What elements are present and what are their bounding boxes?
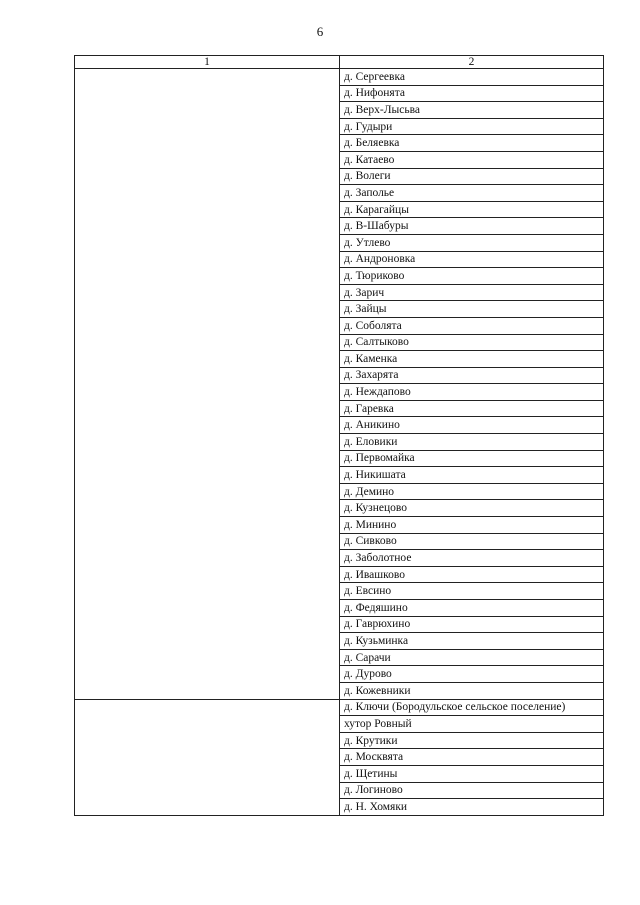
settlement-cell: д. Соболята bbox=[340, 317, 604, 334]
settlement-cell: д. Еловики bbox=[340, 434, 604, 451]
settlement-cell: д. Федяшино bbox=[340, 600, 604, 617]
table-header-row bbox=[75, 56, 604, 69]
settlement-cell: д. Нифонята bbox=[340, 85, 604, 102]
settlement-cell: д. Сергеевка bbox=[340, 69, 604, 86]
settlement-cell: д. Аникино bbox=[340, 417, 604, 434]
settlement-cell: д. Утлево bbox=[340, 234, 604, 251]
settlement-cell: д. Тюриково bbox=[340, 268, 604, 285]
settlement-cell: д. Н. Хомяки bbox=[340, 799, 604, 816]
settlement-cell: д. Волеги bbox=[340, 168, 604, 185]
settlement-cell: д. Демино bbox=[340, 483, 604, 500]
settlement-cell: хутор Ровный bbox=[340, 716, 604, 733]
settlements-table bbox=[74, 55, 604, 816]
settlement-cell: д. Каменка bbox=[340, 351, 604, 368]
settlement-cell: д. Москвята bbox=[340, 749, 604, 766]
settlement-cell: д. Беляевка bbox=[340, 135, 604, 152]
column-header-1: 1 bbox=[75, 56, 340, 69]
settlement-cell: д. Щетины bbox=[340, 765, 604, 782]
table-row bbox=[75, 69, 604, 86]
settlement-cell: д. Никишата bbox=[340, 467, 604, 484]
settlement-cell: д. Минино bbox=[340, 517, 604, 534]
settlement-cell: д. Гаврюхино bbox=[340, 616, 604, 633]
page-number: 6 bbox=[316, 24, 324, 39]
settlement-cell: д. Неждапово bbox=[340, 384, 604, 401]
settlement-cell: д. Кузьминка bbox=[340, 633, 604, 650]
settlement-cell: д. Карагайцы bbox=[340, 201, 604, 218]
settlement-cell: д. Гудыри bbox=[340, 118, 604, 135]
settlement-cell: д. Зарич bbox=[340, 284, 604, 301]
settlement-cell: д. Заполье bbox=[340, 185, 604, 202]
table-body bbox=[75, 69, 604, 816]
group-cell-1 bbox=[75, 69, 340, 700]
table-row bbox=[75, 699, 604, 716]
settlement-cell: д. Крутики bbox=[340, 732, 604, 749]
settlement-cell: д. Евсино bbox=[340, 583, 604, 600]
settlement-cell: д. Кузнецово bbox=[340, 500, 604, 517]
settlement-cell: д. Катаево bbox=[340, 151, 604, 168]
settlement-cell: д. В-Шабуры bbox=[340, 218, 604, 235]
settlement-cell: д. Ключи (Бородульское сельское поселение) bbox=[340, 699, 604, 716]
column-header-2: 2 bbox=[340, 56, 604, 69]
settlement-cell: д. Логиново bbox=[340, 782, 604, 799]
settlement-cell: д. Андроновка bbox=[340, 251, 604, 268]
settlement-cell: д. Заболотное bbox=[340, 550, 604, 567]
settlement-cell: д. Зайцы bbox=[340, 301, 604, 318]
settlement-cell: д. Дурово bbox=[340, 666, 604, 683]
group-cell-2 bbox=[75, 699, 340, 815]
settlement-cell: д. Сивково bbox=[340, 533, 604, 550]
settlement-cell: д. Салтыково bbox=[340, 334, 604, 351]
settlement-cell: д. Верх-Лысьва bbox=[340, 102, 604, 119]
settlement-cell: д. Сарачи bbox=[340, 649, 604, 666]
settlement-cell: д. Гаревка bbox=[340, 400, 604, 417]
settlement-cell: д. Ивашково bbox=[340, 566, 604, 583]
settlement-cell: д. Первомайка bbox=[340, 450, 604, 467]
settlement-cell: д. Кожевники bbox=[340, 682, 604, 699]
settlement-cell: д. Захарята bbox=[340, 367, 604, 384]
